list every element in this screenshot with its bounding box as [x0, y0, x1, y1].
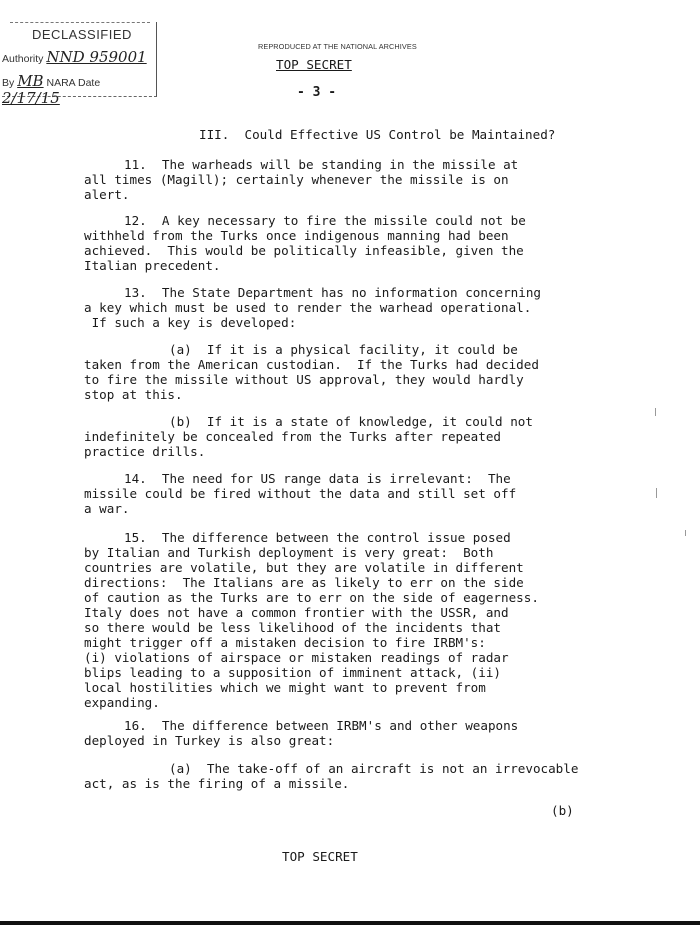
paragraph-line: act, as is the firing of a missile.: [84, 776, 350, 791]
scan-margin-mark: [656, 488, 657, 498]
stamp-authority-value: NND 959001: [46, 48, 147, 66]
stamp-authority-label: Authority: [2, 53, 44, 65]
header-classification: TOP SECRET: [276, 57, 352, 72]
paragraph-line: Italian precedent.: [84, 258, 221, 273]
paragraph-line: might trigger off a mistaken decision to fire IRBM's:: [84, 635, 486, 650]
paragraph-line: a key which must be used to render the warhead operational.: [84, 300, 532, 315]
paragraph-line: (i) violations of airspace or mistaken readings of radar: [84, 650, 509, 665]
paragraph-line: practice drills.: [84, 444, 206, 459]
paragraph-line: If such a key is developed:: [84, 315, 297, 330]
paragraph-line: of caution as the Turks are to err on the side of eagerness.: [84, 590, 539, 605]
scan-bottom-edge: [0, 921, 700, 925]
reproduced-notice: REPRODUCED AT THE NATIONAL ARCHIVES: [258, 42, 417, 51]
paragraph-line: indefinitely be concealed from the Turks after repeated: [84, 429, 502, 444]
paragraph-line: withheld from the Turks once indigenous manning had been: [84, 228, 509, 243]
paragraph-line: 14. The need for US range data is irrelevant: The: [124, 471, 511, 486]
paragraph-line: achieved. This would be politically infeasible, given the: [84, 243, 524, 258]
paragraph-line: Italy does not have a common frontier with the USSR, and: [84, 605, 509, 620]
stamp-by-label: By: [2, 77, 15, 89]
paragraph-line: 16. The difference between IRBM's and other weapons: [124, 718, 519, 733]
declassification-stamp: [2, 22, 157, 107]
paragraph-line: (a) The take-off of an aircraft is not an irrevocable: [169, 761, 579, 776]
stamp-nara-value: 2/17/15: [2, 88, 60, 107]
scan-margin-mark: [685, 530, 686, 536]
paragraph-line: local hostilities which we might want to prevent from: [84, 680, 486, 695]
paragraph-line: stop at this.: [84, 387, 183, 402]
paragraph-line: 15. The difference between the control issue posed: [124, 530, 511, 545]
scan-margin-mark: [655, 408, 656, 416]
footer-classification: TOP SECRET: [282, 849, 358, 864]
paragraph-line: by Italian and Turkish deployment is very great: Both: [84, 545, 494, 560]
paragraph-line: 12. A key necessary to fire the missile could not be: [124, 213, 526, 228]
page-number: - 3 -: [297, 85, 337, 100]
stamp-authority-row: [2, 50, 147, 67]
paragraph-line: missile could be fired without the data and still set off: [84, 486, 517, 501]
continuation-marker: (b): [551, 803, 574, 818]
paragraph-line: a war.: [84, 501, 130, 516]
paragraph-line: (a) If it is a physical facility, it could be: [169, 342, 518, 357]
paragraph-line: so there would be less likelihood of the incidents that: [84, 620, 502, 635]
stamp-by-value: MB: [17, 72, 44, 90]
section-heading: III. Could Effective US Control be Maintained?: [199, 127, 556, 142]
stamp-top-border: [10, 22, 150, 23]
paragraph-line: (b) If it is a state of knowledge, it could not: [169, 414, 533, 429]
paragraph-line: deployed in Turkey is also great:: [84, 733, 335, 748]
paragraph-line: 11. The warheads will be standing in the missile at: [124, 157, 519, 172]
paragraph-line: 13. The State Department has no information concerning: [124, 285, 542, 300]
paragraph-line: all times (Magill); certainly whenever the missile is on: [84, 172, 509, 187]
paragraph-line: blips leading to a supposition of imminent attack, (ii): [84, 665, 502, 680]
paragraph-line: taken from the American custodian. If the Turks had decided: [84, 357, 539, 372]
paragraph-line: directions: The Italians are as likely to err on the side: [84, 575, 524, 590]
paragraph-line: expanding.: [84, 695, 160, 710]
stamp-nara-label: NARA Date: [46, 77, 101, 89]
paragraph-line: countries are volatile, but they are volatile in different: [84, 560, 524, 575]
paragraph-line: to fire the missile without US approval, they would hardly: [84, 372, 524, 387]
paragraph-line: alert.: [84, 187, 130, 202]
stamp-declassified-label: DECLASSIFIED: [32, 27, 132, 42]
stamp-by-row: [2, 74, 156, 107]
